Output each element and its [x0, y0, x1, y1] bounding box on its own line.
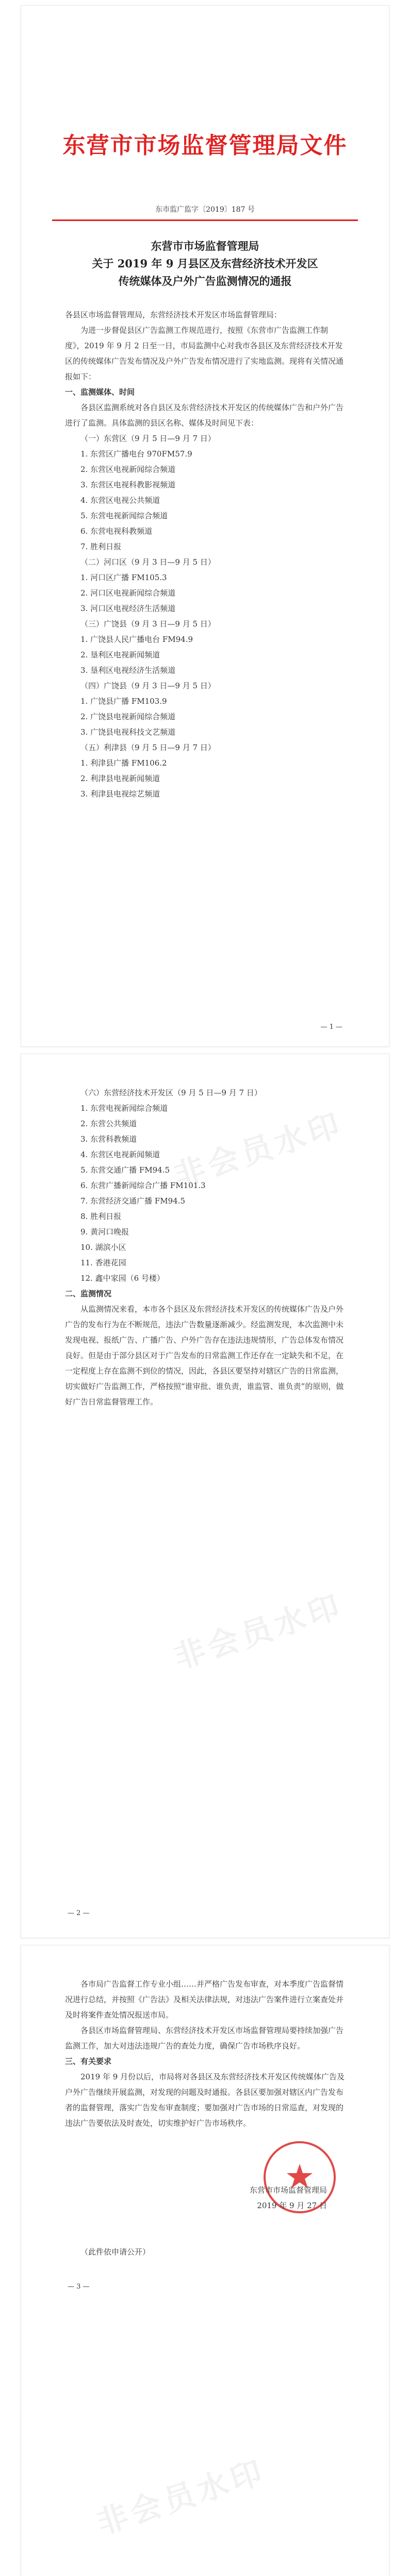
- media-list-item: 5. 东营交通广播 FM94.5: [80, 1165, 170, 1175]
- media-list: [65, 1100, 345, 1286]
- media-list-item: 3. 广饶县电视科技文艺频道: [80, 727, 176, 737]
- paragraph: 2019 年 9 月份以后，市局将对各县区及东营经济技术开发区传统媒体广告及户外广告继续开展监测，对发现的问题及时通报。各县区要加强对辖区内广告发布者的监督管理，落实广告发布审查制度；要加强对广告市场的日常巡查，对发现的违法广告要依法及时查处，切实维护好广告市场秩序。: [65, 2072, 345, 2128]
- page3-body: [65, 1976, 345, 2131]
- media-list-item: 8. 胜利日报: [80, 1212, 122, 1221]
- media-list-item: 3. 利津县电视综艺频道: [80, 789, 160, 799]
- document-number: 东市监广监字〔2019〕187 号: [155, 206, 255, 214]
- document-title: [52, 238, 358, 290]
- document-page-1: [21, 5, 389, 1047]
- paragraph: 各县区市场监督管理局、东营经济技术开发区市场监督管理局要持续加强广告监测工作，加大对违法违规广告的查处力度，确保广告市场秩序良好。: [65, 2026, 344, 2050]
- media-list-item: 12. 鑫中家园（6 号楼）: [80, 1274, 165, 1283]
- signature-block: [250, 2182, 327, 2213]
- media-list: [65, 446, 345, 802]
- paragraph: 各市局广告监督工作专业小组……并严格广告发布审查，对本季度广告监督情况进行总结，并按照《广告法》及相关法律法规，对违法广告案件进行立案查处并及时将案件查处情况报送市局。: [65, 1979, 344, 2020]
- media-list-item: （二）河口区（9 月 3 日—9 月 5 日）: [80, 557, 216, 567]
- sub-heading: （一）东营区（9 月 5 日—9 月 7 日）: [80, 434, 216, 443]
- media-list-item: 1. 利津县广播 FM106.2: [80, 758, 167, 768]
- media-list-item: 3. 东营区电视科教影视频道: [80, 480, 176, 489]
- media-list-item: 4. 东营区电视公共频道: [80, 496, 160, 505]
- title-line: 关于 2019 年 9 月县区及东营经济技术开发区: [92, 257, 318, 270]
- red-divider: [52, 219, 358, 221]
- media-list-item: 2. 垦利区电视新闻频道: [80, 650, 160, 659]
- document-page-2: [21, 1054, 389, 1938]
- section-heading: 三、有关要求: [65, 2057, 112, 2066]
- page-number: — 2 —: [68, 1909, 90, 1917]
- media-list-item: 3. 东营科教频道: [80, 1134, 137, 1144]
- page-number: — 1 —: [320, 1023, 342, 1031]
- section-paragraph: 从监测情况来看，本市各个县区及东营经济技术开发区的传统媒体广告及户外广告的发布行为在不断规范，违法广告数量逐渐减少。经监测发现，本次监测中未发现电视、报纸广告、广播广告、户外广告存在违法违规情形，广告总体发布情况良好。但是由于部分县区对于广告发布的日常监测工作还存在一定缺失和不足，在一定程度上存在监测不到位的情况，因此，各县区要坚持对辖区广告的日常监测，切实做好广告监测工作，严格按照“谁审批、谁负责，谁监管、谁负责”的原则，做好广告日常监督管理工作。: [65, 1304, 344, 1406]
- media-list-item: （三）广饶县（9 月 3 日—9 月 5 日）: [80, 619, 216, 629]
- document-masthead: 东营市市场监督管理局文件: [62, 132, 348, 159]
- public-note: （此件依申请公开）: [80, 2247, 151, 2257]
- section-heading: 二、监测情况: [65, 1289, 112, 1298]
- media-list-item: 9. 黄河口晚报: [80, 1227, 129, 1236]
- salutation: 各县区市场监督管理局，东营经济技术开发区市场监督管理局：: [65, 310, 282, 319]
- public-note-block: [65, 2244, 345, 2260]
- page2-body: [65, 1085, 345, 1410]
- section-paragraph: 各县区监测系统对各自县区及东营经济技术开发区的传统媒体广告和户外广告进行了监测。具体监测的县区名称、媒体及时间见下表：: [65, 403, 344, 428]
- media-list-item: 5. 东营电视新闻综合频道: [80, 511, 168, 520]
- signature-date: 2019 年 9 月 27 日: [257, 2201, 327, 2210]
- media-list-item: 6. 东营广播新闻综合广播 FM101.3: [80, 1181, 206, 1190]
- media-list-item: 2. 东营区电视新闻综合频道: [80, 465, 176, 474]
- media-list-item: 1. 河口区广播 FM105.3: [80, 573, 167, 582]
- document-page-3: [21, 1945, 389, 2576]
- media-list-item: 2. 河口区电视新闻综合频道: [80, 588, 176, 598]
- media-list-item: 1. 广饶县广播 FM103.9: [80, 697, 167, 706]
- media-list-item: 2. 东营公共频道: [80, 1119, 137, 1128]
- media-list-item: 6. 东营电视科教频道: [80, 527, 153, 536]
- title-line: 传统媒体及户外广告监测情况的通报: [118, 275, 292, 287]
- media-list-item: 2. 利津县电视新闻频道: [80, 774, 160, 783]
- media-list-item: 7. 东营经济交通广播 FM94.5: [80, 1196, 186, 1206]
- media-list-item: 1. 东营电视新闻综合频道: [80, 1104, 168, 1113]
- page-number: — 3 —: [68, 2283, 90, 2291]
- page1-body: [65, 307, 345, 802]
- media-list-item: 2. 广饶县电视新闻综合频道: [80, 712, 176, 721]
- media-list-item: 10. 湖滨小区: [80, 1243, 126, 1252]
- signature-org: 东营市市场监督管理局: [249, 2185, 327, 2195]
- media-list-item: 7. 胜利日报: [80, 542, 122, 551]
- media-list-item: 3. 垦利区电视经济生活频道: [80, 666, 176, 675]
- media-list-item: 1. 东营区广播电台 970FM57.9: [80, 449, 192, 459]
- media-list-item: 11. 香港花园: [80, 1258, 126, 1267]
- sub-heading: （六）东营经济技术开发区（9 月 5 日—9 月 7 日）: [80, 1088, 262, 1097]
- media-list-item: 1. 广饶县人民广播电台 FM94.9: [80, 635, 193, 644]
- media-list-item: 4. 东营区电视新闻频道: [80, 1150, 160, 1159]
- title-line: 东营市市场监督管理局: [151, 240, 259, 252]
- media-list-item: （四）广饶县（9 月 3 日—9 月 5 日）: [80, 681, 216, 690]
- intro-paragraph: 为进一步督促县区广告监测工作规范进行，按照《东营市广告监测工作制度》，2019 年 9 月 2 日至一日，市局监测中心对我市各县区及东营经济技术开发区的传统媒体广告发布情况及户外广告发布情况进行了实地监测。现将有关情况通报如下：: [65, 326, 344, 381]
- media-list-item: 3. 河口区电视经济生活频道: [80, 604, 176, 613]
- media-list-item: （五）利津县（9 月 5 日—9 月 7 日）: [80, 743, 216, 752]
- section-heading: 一、监测媒体、时间: [65, 387, 135, 397]
